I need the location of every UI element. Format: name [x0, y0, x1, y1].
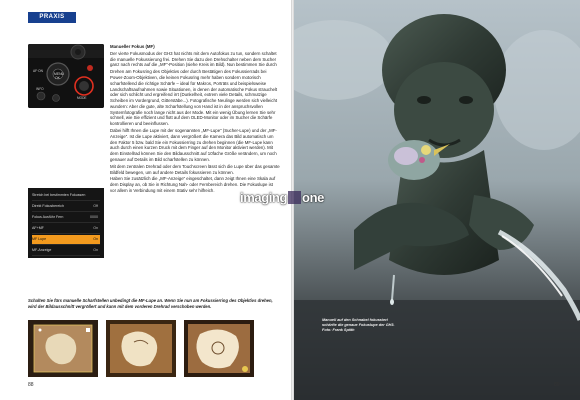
imaging-one-watermark	[240, 188, 324, 206]
menu-row-selected	[32, 235, 100, 245]
menu-row	[32, 224, 100, 234]
article-paragraph: Mit dem zentralen Drehrad oder dem Touchscreen lässt sich die Lupe über das gesamte Bildfeld bewegen, um auf andere Details fokussieren zu können.	[110, 163, 280, 175]
figure-caption: Schalten Sie fürs manuelle Scharfstellen unbedingt die MF-Lupe an. Wenn Sie nun am Fokussierring des Objektivs drehen, wird der Bildausschnitt vergrößert und kann mit dem vorderen Drehrad verschoben werden.	[28, 298, 273, 309]
right-page	[294, 0, 580, 400]
menu-row-label: Stretch bei bestimmten Fokussen	[32, 193, 86, 197]
menu-row-label: MF-Anzeige	[32, 248, 52, 252]
ok-button-label: OK	[55, 76, 60, 80]
menu-row-label: Direkt Fokusbereich	[32, 204, 64, 208]
watermark-logo-icon	[288, 191, 301, 204]
page-number-right: 89	[554, 382, 560, 388]
menu-row-value: On	[93, 226, 98, 230]
watermark-text-left: imaging	[240, 189, 288, 205]
statue-photo	[294, 0, 580, 400]
menu-row-value: 0000	[90, 215, 98, 219]
article-heading: Manueller Fokus (MF)	[110, 44, 155, 49]
preview-thumbnail-1	[28, 320, 98, 377]
section-rule	[28, 22, 76, 23]
thumbnail-image	[28, 320, 98, 377]
menu-row-value: On	[93, 248, 98, 252]
af-on-label: AF·ON	[33, 69, 43, 73]
watermark-text-right: one	[302, 189, 324, 205]
menu-row-label: Fokus Ausführ Fern	[32, 215, 64, 219]
menu-row	[32, 213, 100, 223]
article-paragraph: Dabei hilft Ihnen die Lupe mit der sogenannten „MF-Lupe“ (Sucher-Lupe) und der „MF-Anzeige“. Ist die Lupe aktiviert, dann vergrößert die Kamera das Bild automatisch um den Faktor 5 bzw. bald Sie ein Fokussierring zu drehen beginnen (die MF-Lupe kann auch durch einen kurzen Druck mit dem Finger auf den Monitor aktiviert werden). Mit dem Einstellrad können Sie den Bildausschnitt auf 10fache Größe verändern, um noch genauer auf Details im Bild scharfstellen zu können.	[110, 128, 277, 162]
preview-thumbnail-2	[106, 320, 176, 377]
preview-thumbnail-3	[184, 320, 254, 377]
section-tab: PRAXIS	[28, 12, 76, 22]
menu-row-label: MF Lupe	[32, 237, 47, 241]
photo-caption: Manuell auf den Schnabel fokussiert schärfte die genaue Fokuslupe der GH3. Foto: Frank Späth	[322, 318, 395, 333]
menu-screen-photo	[28, 188, 104, 258]
thumbnail-image	[106, 320, 176, 377]
article-paragraph: Haben Sie zusätzlich die „MF-Anzeige“ eingeschaltet, dann zeigt Ihnen eine Skala auf dem Display an, ob Sie in Richtung Nah- oder Fernbereich drehen. Die Fokuslupe ist vor allem in Verbindung mit einem Stativ sehr hilfreich.	[110, 176, 276, 193]
camera-back-illustration	[28, 44, 104, 108]
thumbnail-image	[184, 320, 254, 377]
info-button-label: INFO	[36, 87, 44, 91]
camera-back-photo	[28, 44, 104, 108]
article-paragraph: Der vierte Fokusmodus der GH3 hat nichts mit dem Autofokus zu tun, sondern schaltet die manuelle Fokussierung frei. Drehen Sie dazu den Drehschalter neben dem Sucher ganz nach rechts auf die „MF“-Position (siehe Kreis im Bild). Nun bestimmen Sie durch	[110, 50, 277, 68]
article-text	[110, 44, 280, 195]
page-number-left: 88	[28, 382, 34, 388]
menu-row	[32, 246, 100, 256]
menu-row	[32, 202, 100, 212]
article-paragraph: Drehen am Fokusring des Objektivs oder durch Bestätigen des Fokussierrads bei Power-Zoom-Objektiven, die keinen Fokusring mehr haben sondern motorisch scharfstellend die richtige Schärfe – ideal für Makros, Porträts und beispielsweise Landschaftsaufnahmen sowie Situationen, in denen der automatische Fokus strauchelt oder sich schlicht und ergreifend irrt (Dunkelheit, extrem viele Details, schmutzige Scheiben im Vordergrund, Gitterstäbe...). Fotografische Neulinge werden sich vielleicht wundern: Aber die gute, alte Scharfstellung von Hand ist in der anspruchsvollen Systemfotografie noch lange nicht aus der Mode. Mit ein wenig Übung lernen Sie sehr schnell, wie Sie effizient und flott auf dem OLED-Monitor oder im Sucher die Schärfe kontrollieren und beeinflussen.	[110, 69, 278, 127]
menu-row-value: Off	[93, 204, 98, 208]
menu-row	[32, 191, 100, 201]
menu-button-label: MENU	[54, 72, 64, 76]
mode-dial-label: MODE	[77, 96, 87, 100]
menu-row-label: AF+MF	[32, 226, 44, 230]
menu-row-value: On	[93, 237, 98, 241]
